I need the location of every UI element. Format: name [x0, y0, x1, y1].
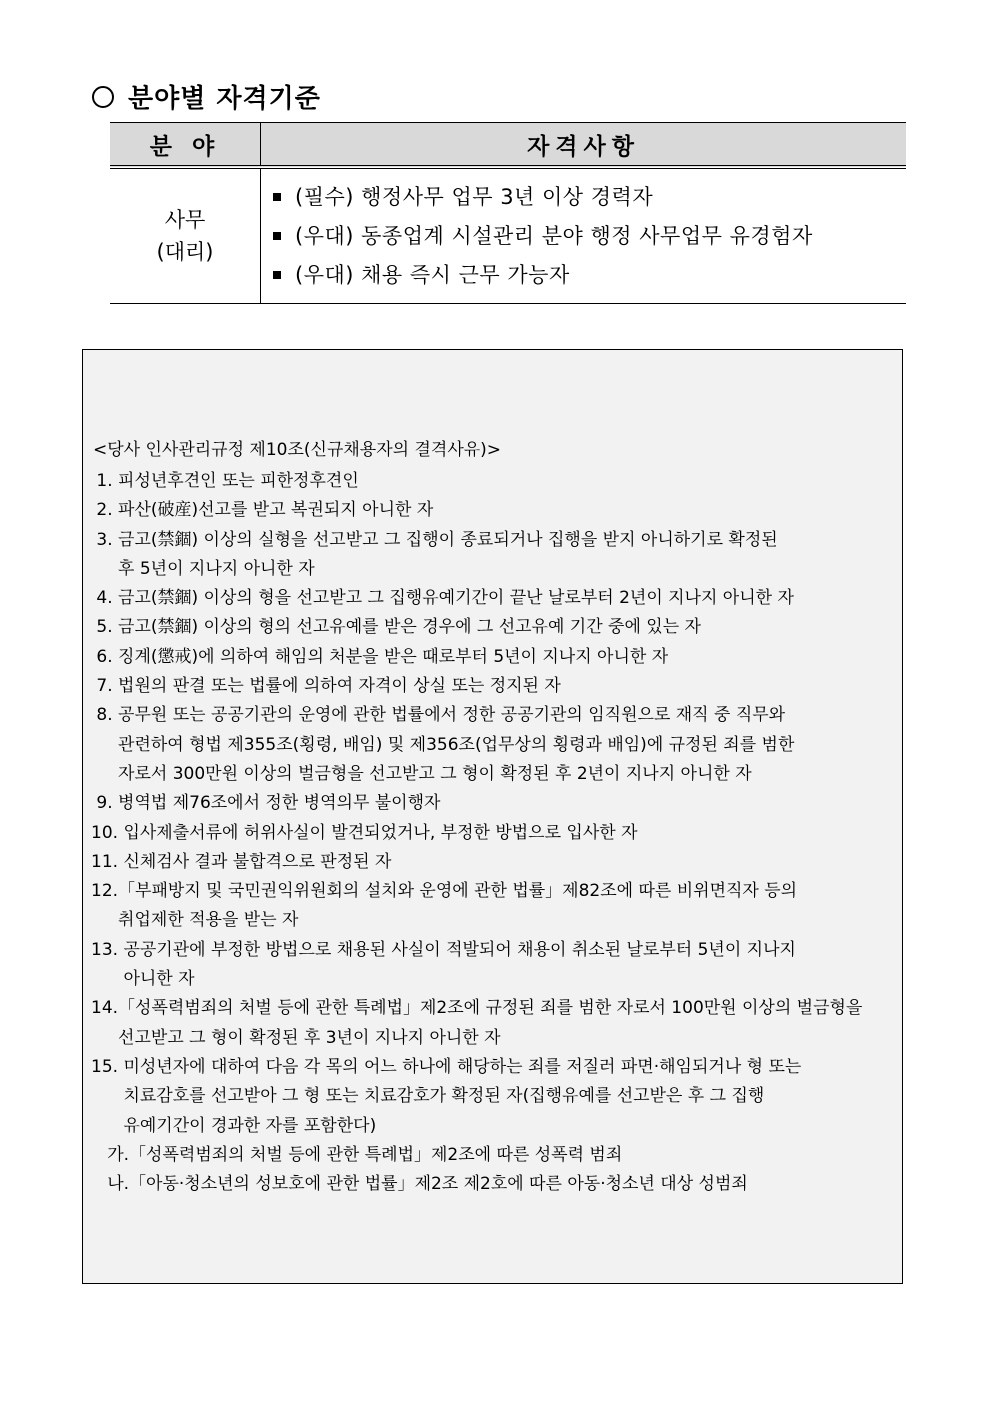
item-text-line: 선고받고 그 형이 확정된 후 3년이 지나지 아니한 자 [118, 1027, 501, 1048]
item-text-line: 「부패방지 및 국민권익위원회의 설치와 운영에 관한 법률」제82조에 따른 비위면직자 등의 [118, 881, 798, 902]
list-item [91, 496, 899, 525]
item-text [129, 1141, 899, 1170]
item-number: 12. [91, 881, 119, 902]
requirement-text: (우대) 동종업계 시설관리 분야 행정 사무업무 유경험자 [295, 223, 813, 248]
square-bullet-icon [273, 193, 281, 201]
item-text [118, 467, 899, 496]
item-text-line: 공무원 또는 공공기관의 운영에 관한 법률에서 정한 공공기관의 임직원으로 재직 중 직무와 [118, 705, 786, 726]
header-field: 분 야 [110, 123, 261, 168]
square-bullet-icon [273, 232, 281, 240]
item-number: 13. [91, 939, 124, 960]
item-text-line: 파산(破産)선고를 받고 복권되지 아니한 자 [118, 500, 434, 521]
field-name: 사무 [164, 208, 206, 232]
item-text-line: 「성폭력범죄의 처벌 등에 관한 특례법」제2조에 규정된 죄를 범한 자로서 100만원 이상의 벌금형을 [118, 998, 863, 1019]
item-number: 14. [91, 998, 119, 1019]
section-heading [92, 78, 321, 115]
field-rank: (대리) [156, 240, 214, 264]
list-item [91, 877, 899, 936]
list-item [91, 936, 899, 995]
item-number: 5. [91, 617, 119, 638]
list-item [91, 467, 899, 496]
item-text-line: 병역법 제76조에서 정한 병역의무 불이행자 [118, 793, 441, 814]
item-text-line: 아니한 자 [123, 969, 195, 990]
item-text-line: 치료감호를 선고받아 그 형 또는 치료감호가 확정된 자(집행유예를 선고받은 후 그 집행 [123, 1086, 765, 1107]
list-item [91, 789, 899, 818]
item-text-line: 금고(禁錮) 이상의 형을 선고받고 그 집행유예기간이 끝난 날로부터 2년이 지나지 아니한 자 [118, 588, 794, 609]
item-text-line: 관련하여 형법 제355조(횡령, 배임) 및 제356조(업무상의 횡령과 배임)에 규정된 죄를 범한 [118, 734, 795, 755]
item-text [118, 701, 899, 789]
item-text [118, 613, 899, 642]
item-text [118, 994, 899, 1053]
header-qualifications: 자격사항 [261, 123, 907, 168]
requirement-text: (필수) 행정사무 업무 3년 이상 경력자 [295, 184, 654, 209]
square-bullet-icon [273, 271, 281, 279]
item-text [118, 496, 899, 525]
section-title: 분야별 자격기준 [128, 84, 321, 114]
item-number: 9. [91, 793, 119, 814]
item-text [123, 819, 899, 848]
item-number: 4. [91, 588, 119, 609]
item-number: 11. [91, 851, 124, 872]
item-text [118, 789, 899, 818]
item-text-line: 금고(禁錮) 이상의 실형을 선고받고 그 집행이 종료되거나 집행을 받지 아니하기로 확정된 [118, 529, 778, 550]
sub-list-item [91, 1141, 899, 1170]
item-text [123, 936, 899, 995]
item-text-line: 징계(懲戒)에 의하여 해임의 처분을 받은 때로부터 5년이 지나지 아니한 자 [118, 646, 669, 667]
item-text-line: 미성년자에 대하여 다음 각 목의 어느 하나에 해당하는 죄를 저질러 파면·해임되거나 형 또는 [123, 1056, 802, 1077]
item-text [118, 584, 899, 613]
item-text [129, 1170, 899, 1199]
list-item [91, 994, 899, 1053]
item-text [123, 1053, 899, 1141]
item-text [118, 526, 899, 585]
item-text-line: 공공기관에 부정한 방법으로 채용된 사실이 적발되어 채용이 취소된 날로부터 5년이 지나지 [123, 939, 796, 960]
regulation-title: <당사 인사관리규정 제10조(신규채용자의 결격사유)> [93, 440, 502, 460]
item-number: 가. [91, 1144, 130, 1165]
list-item [91, 672, 899, 701]
table-row [110, 167, 906, 304]
list-item [91, 848, 899, 877]
item-text [118, 643, 899, 672]
circle-bullet-icon [92, 86, 114, 108]
list-item [91, 526, 899, 585]
item-text-line: 신체검사 결과 불합격으로 판정된 자 [123, 851, 392, 872]
item-text [118, 877, 899, 936]
list-item [91, 1053, 899, 1141]
disqualification-box [82, 349, 903, 1284]
sub-list-item [91, 1170, 899, 1199]
table-header-row [110, 123, 906, 168]
item-number: 7. [91, 676, 119, 697]
item-number: 3. [91, 529, 119, 550]
item-number: 6. [91, 646, 119, 667]
requirement-item [271, 217, 906, 256]
item-text [123, 848, 899, 877]
item-text-line: 피성년후견인 또는 피한정후견인 [118, 471, 359, 491]
requirement-item [271, 256, 906, 295]
item-number: 15. [91, 1056, 124, 1077]
requirement-text: (우대) 채용 즉시 근무 가능자 [295, 262, 570, 287]
list-item [91, 643, 899, 672]
item-number: 8. [91, 705, 119, 726]
item-text-line: 취업제한 적용을 받는 자 [118, 910, 299, 931]
requirement-item [271, 178, 906, 217]
disqualification-list [91, 467, 899, 1199]
item-text-line: 후 5년이 지나지 아니한 자 [118, 558, 315, 579]
item-text-line: 「아동·청소년의 성보호에 관한 법률」제2조 제2호에 따른 아동·청소년 대상 성범죄 [129, 1174, 748, 1195]
list-item [91, 701, 899, 789]
requirements-cell [261, 167, 907, 304]
item-text-line: 금고(禁錮) 이상의 형의 선고유예를 받은 경우에 그 선고유예 기간 중에 있는 자 [118, 617, 701, 638]
item-text-line: 입사제출서류에 허위사실이 발견되었거나, 부정한 방법으로 입사한 자 [123, 822, 638, 843]
item-text [118, 672, 899, 701]
qualification-table [110, 122, 906, 304]
item-number: 10. [91, 822, 124, 843]
item-number: 나. [91, 1174, 130, 1195]
list-item [91, 584, 899, 613]
item-text-line: 유예기간이 경과한 자를 포함한다) [123, 1115, 377, 1136]
item-number: 1. [91, 471, 119, 491]
list-item [91, 613, 899, 642]
item-text-line: 법원의 판결 또는 법률에 의하여 자격이 상실 또는 정지된 자 [118, 676, 561, 697]
item-number: 2. [91, 500, 119, 521]
item-text-line: 「성폭력범죄의 처벌 등에 관한 특례법」제2조에 따른 성폭력 범죄 [129, 1144, 623, 1165]
field-cell [110, 167, 261, 304]
list-item [91, 819, 899, 848]
item-text-line: 자로서 300만원 이상의 벌금형을 선고받고 그 형이 확정된 후 2년이 지나지 아니한 자 [118, 763, 752, 784]
